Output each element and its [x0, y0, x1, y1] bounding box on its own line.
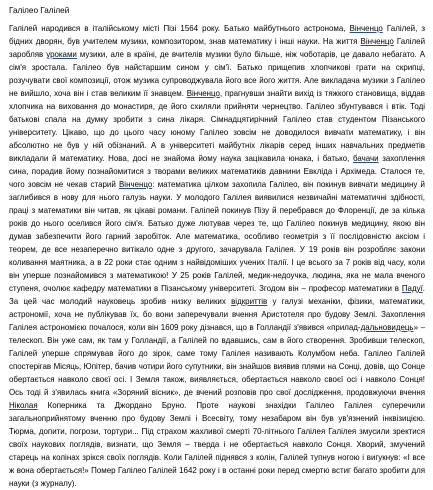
body-text: музики, але в країні, де вчителів музики було більше, ніж чоботарів, це давало небагато. А сім'я зростала. Галілео був найстаршим сином у сім'ї. Батько прищепив хлопчикові грати на скрипці, розучувати свої композиції, отож музика супроводжувала його все його життя. Але викладача музики з Галілео не вийшло, хоча він і став великим її знавцем.: [9, 50, 425, 98]
link-vinchentso[interactable]: Вінченцо: [186, 89, 220, 98]
link-vinchentso[interactable]: Вінченцо: [349, 24, 383, 33]
link-padui[interactable]: Падуї: [401, 284, 423, 293]
link-bachachy[interactable]: бачачи: [353, 154, 379, 163]
link-urokamy[interactable]: уроками: [46, 50, 77, 59]
link-vinchentso[interactable]: Вінченцо: [119, 180, 153, 189]
body-text: . За цей час молодий науковець зробив низку великих: [9, 284, 425, 306]
body-text: Коперника та Джордано Бруно. Проте наукові знахідки Галілео Галілея суперечили загальноприйнятому вченню про будову Землі і Всесвіту, тому незабаром він був ув'язнений інквізицією. Тюрма, допити, погрози, тортури... Під страхом жахливої смерті 70-літнього Галілея Галілея змусили зректися своїх наукових поглядів, визнати, що Земля – тверда і не обертається навколо Сонця. Хворий, змучений старець на колінах зрікся своїх поглядів. Коли Галілей піднявся з колін, Галілей тупнув ногою і вигукнув: «І все ж вона обертається!» Помер Галілео Галілей 1642 року і в останні роки перед смертю встиг багато зробити для науки (з журналу).: [9, 401, 425, 488]
link-vinchentso[interactable]: Вінченцо: [360, 37, 394, 46]
body-text: , прагнувши знайти вихід із тяжкого становища, віддав хлопчика на виховання до монастиря, де його схиляли прийняти чернецтво. Галілео збунтувався і втік. Тоді батькові спала на думку зробити з сина лікаря. Сімнадцятирічний Галілео став студентом Пізанського університету. Цікаво, що до цього часу юному Галілео зовсім не доводилося вивчати математику, і він абсолютно не був у ній обізнаний. А в університеті майбутніх лікарів серед інших навчальних предметів викладали й математику. Нова, досі не знайома йому наука зацікавила юнака, і батько,: [9, 89, 425, 163]
document-body: [9, 22, 425, 490]
body-text: » – телескоп. Він уже сам, як там у Голландії, а Галілей по вдавшись, сам в його створення. Зробивши телескоп, Галілей уперше спрямував його до зірок, саме тому Галілея називають Колумбом неба. Галілео Галілей спостерігав Місяць, Юпітер, бачив чотири його супутники, він знайшов виявив плями на Сонці, довів, що Сонце обертається навколо своєї осі. І Земля також, виявляється, обертається навколо своєї осі і навколо Сонця! Ось тоді й з'явилась книга «Зоряний вісник», де вчений розповів про свої дослідження, продовжуючи вчення: [9, 323, 426, 397]
body-text: у галузі механіки, фізики, математики, астрономії, хоча не публікував їх, бо вони заперечували вчення Аристотеля про будову Землі. Захоплення Галілея астрономією почалося, коли він 1609 року дізнався, що в Голландії з'явився «прилад-: [9, 297, 425, 332]
body-text: : математика цілком захопила Галілео, він покинув вивчати медицину й заглибився в нову для нього галузь науки. У молодого Галілея виявилися незвичайні математичні здібності, праці з математики він читав, як цікаві романи. Галілей покинув Пізу й перебрався до Флоренції, де за кілька років до нього оселився його сім'я. Батько дуже лютував через те, що Галілео покинув медицину, якою він думав забезпечити його гарний заробіток. Але математика, особливо геометрія з її послідовністю аксіом і теорем, де все незаперечно витікало одне з другого, зачарувала Галілея. У 19 років він розробляє закони коливання маятника, а в 22 роки стає одним з найвідоміших учених Італії. І це всього за 7 років від часу, коли він уперше познайомився з математикою! У 25 років Галілей, медик-недоучка, людина, яка не мала вченого ступеня, очолює кафедру математики в Пізанському університеті. Згодом він – професор математики в: [9, 180, 425, 293]
link-nikolaia[interactable]: Ніколая: [9, 401, 38, 410]
document-title: Галілео Галілей: [9, 6, 70, 15]
body-text: захоплення сина, порадив йому познайомитися з творами великих математиків давнини Евкліда і Архімеда. Сталося те, чого зовсім не чекав старий: [9, 154, 425, 189]
body-text: Галілей, з бідних дворян, був учителем музики, композитором, знав математику і інші науки. На життя: [9, 24, 426, 46]
link-dalnovydets[interactable]: дальновидець: [360, 323, 414, 332]
link-vidkryttiv[interactable]: відкриттів: [231, 297, 268, 306]
body-text: Галілей заробляв: [9, 37, 426, 59]
body-text: Галілей народився в італійському місті Пізі 1564 року. Батько майбутнього астронома,: [9, 24, 350, 33]
